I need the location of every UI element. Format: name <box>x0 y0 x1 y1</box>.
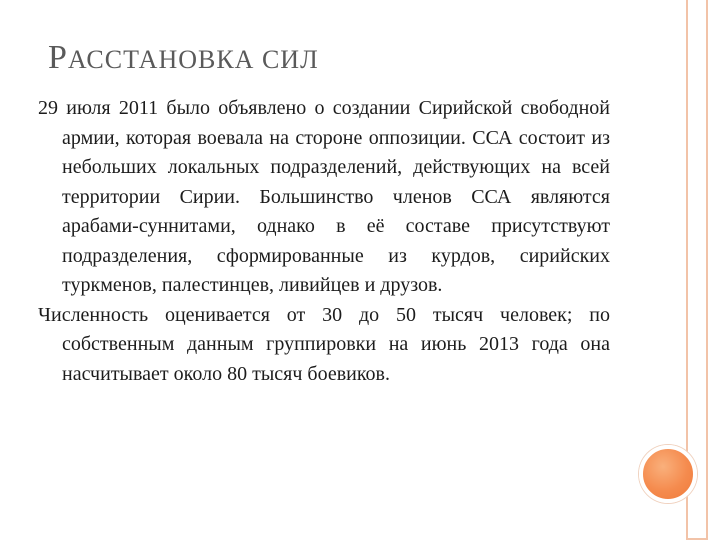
title-first-letter: Р <box>48 39 68 76</box>
slide-body <box>38 94 610 389</box>
body-paragraph-1: 29 июля 2011 было объявлено о создании Сирийской свободной армии, которая воевала на стороне оппозиции. ССА состоит из небольших локальных подразделений, действующих на всей территории Сирии. Большинство членов ССА являются арабами-суннитами, однако в её составе присутствуют подразделения, сформированные из курдов, сирийских туркменов, палестинцев, ливийцев и друзов. <box>38 97 610 296</box>
body-paragraph-2: Численность оценивается от 30 до 50 тысяч человек; по собственным данным группировки на июнь 2013 года она насчитывает около 80 тысяч боевиков. <box>38 303 610 385</box>
title-rest: АССТАНОВКА СИЛ <box>67 45 319 74</box>
accent-circle-decoration <box>639 445 697 503</box>
frame-border-right <box>706 0 708 540</box>
slide-title <box>48 38 608 80</box>
